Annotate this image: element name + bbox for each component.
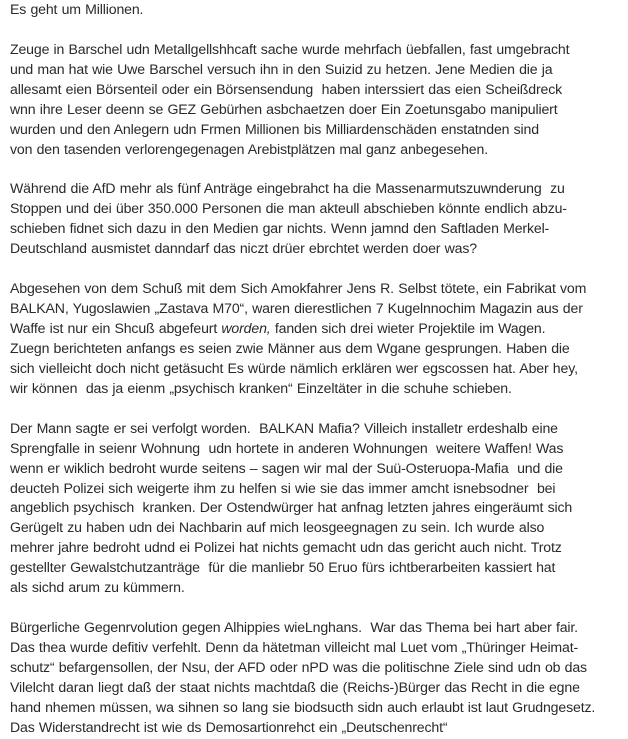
text-line: und man hat wie Uwe Barschel versuch ihn in den Suizid zu hetzen. Jene Medien die ja (10, 61, 553, 78)
paragraph-4 (10, 420, 625, 599)
text-line: hand nhemen müssen, wa sihnen so lang sie biodsucth sidn auch erlaubt ist laut Grudngesetz. (10, 699, 596, 716)
text-line: Der Mann sagte er sei verfolgt worden. BALKAN Mafia? Villeich installetr erdeshalb eine (10, 420, 558, 437)
text-line: Sprengfalle in seienr Wohnung udn hortete in anderen Wohnungen weitere Waffen! Was (10, 440, 564, 457)
text-line: Zeuge in Barschel udn Metallgellshhcaft sache wurde mehrfach üebfallen, fast umgebracht (10, 41, 570, 58)
text-line: Deutschland ausmistet danndarf das niczt drüer ebrchtet werden doer was? (10, 241, 477, 258)
document-body (10, 1, 625, 739)
italic-word: worden, (221, 321, 271, 337)
paragraph-gap (10, 260, 625, 280)
text-line: Gerügelt zu haben udn dei Nachbarin auf mich leosgeegnagen zu sein. Ich wurde also (10, 520, 545, 537)
text-line-with-italic (10, 320, 622, 340)
text-line: BALKAN, Yugoslawien „Zastava M70“, waren dierestlichen 7 Kugelnnochim Magazin aus der (10, 301, 583, 318)
text-line: Abgesehen von dem Schuß mit dem Sich Amokfahrer Jens R. Selbst tötete, ein Fabrikat vom (10, 281, 587, 298)
text-line: deucteh Polizei sich weigerte ihm zu helfen si wie sie das immer amcht isnebsodner bei (10, 480, 556, 497)
paragraph-5 (10, 619, 625, 739)
text-line: schutz“ befargensollen, der Nsu, der AFD oder nPD was die politischne Ziele sind udn ob das (10, 659, 587, 676)
paragraph-1 (10, 41, 625, 161)
document-title: Es geht um Millionen. (10, 2, 144, 18)
text-line: als sichd arum zu kümmern. (10, 580, 185, 597)
paragraph-gap (10, 161, 625, 181)
text-line: Vilelcht daran liegt daß der staat nichts machtdaß die (Reichs-)Bürger das Recht in die egne (10, 679, 580, 696)
paragraph-2 (10, 180, 625, 260)
text-line: Bürgerliche Gegenrvolution gegen Alhippies wieLnghans. War das Thema bei hart aber fair. (10, 620, 578, 637)
text-line: wurden und den Anlegern udn Frmen Millionen bis Milliardenschäden enstatnden sind (10, 121, 539, 138)
text-line: sich vielleicht doch nicht getäsucht Es würde nämlich erklären wer egscossen hat. Aber hey, (10, 360, 578, 377)
text-line: schieben fidnet sich dazu in den Medien gar nichts. Wenn jamnd den Saftladen Merkel- (10, 221, 550, 238)
text-segment: fanden sich drei wieter Projektile im Wagen. (270, 321, 546, 337)
text-line: wir können das ja eienm „psychisch kranken“ Einzeltäter in die schuhe schieben. (10, 380, 512, 397)
paragraph-gap (10, 400, 625, 420)
text-line: allesamt eien Börsenteil oder ein Börsensendung haben interssiert das eien Scheißdreck (10, 81, 563, 98)
text-segment: Waffe ist nur ein Shcuß abgefeurt (10, 321, 222, 337)
text-line: Das thea wurde defitiv verfehlt. Denn da hätetman villeicht mal Luet vom „Thüringer Heimat- (10, 640, 579, 656)
paragraph-gap (10, 21, 625, 41)
text-line: von den tasenden verlorengegenagen Arebistplätzen mal ganz anbegesehen. (10, 141, 488, 158)
text-line: wnn ihre Leser deenn se GEZ Gebürhen asbchaetzen doer Ein Zoetunsgabo manipuliert (10, 101, 558, 118)
text-line: mehrer jahre bedroht udnd ei Polizei hat nichts gemacht udn das gericht auch nicht. Trotz (10, 540, 562, 557)
text-line: Während die AfD mehr als fünf Anträge eingebrahct ha die Massenarmutszuwnderung zu (10, 181, 565, 198)
text-line: gestellter Gewalstchutzanträge für die manliebr 50 Eruo fürs ichtberarbeiten kassiert hat (10, 560, 556, 577)
paragraph-3 (10, 280, 625, 400)
paragraph-gap (10, 599, 625, 619)
text-line: wenn er wiklich bedroht wurde seitens – sagen wir mal der Suü-Osteruopa-Mafia und die (10, 460, 563, 477)
text-line: Stoppen und dei über 350.000 Personen die man akteull abschieben könnte endlich abzu- (10, 201, 567, 218)
text-line: Das Widerstandrecht ist wie ds Demosartionrehct ein „Deutschenrecht“ (10, 719, 448, 736)
text-line: Zuegn berichteten anfangs es seien zwie Männer aus dem Wgane gesprungen. Haben die (10, 340, 570, 357)
text-line: angeblich psychisch kranken. Der Ostendwürger hat anfnag letzten jahres eingeräumt sich (10, 500, 573, 517)
